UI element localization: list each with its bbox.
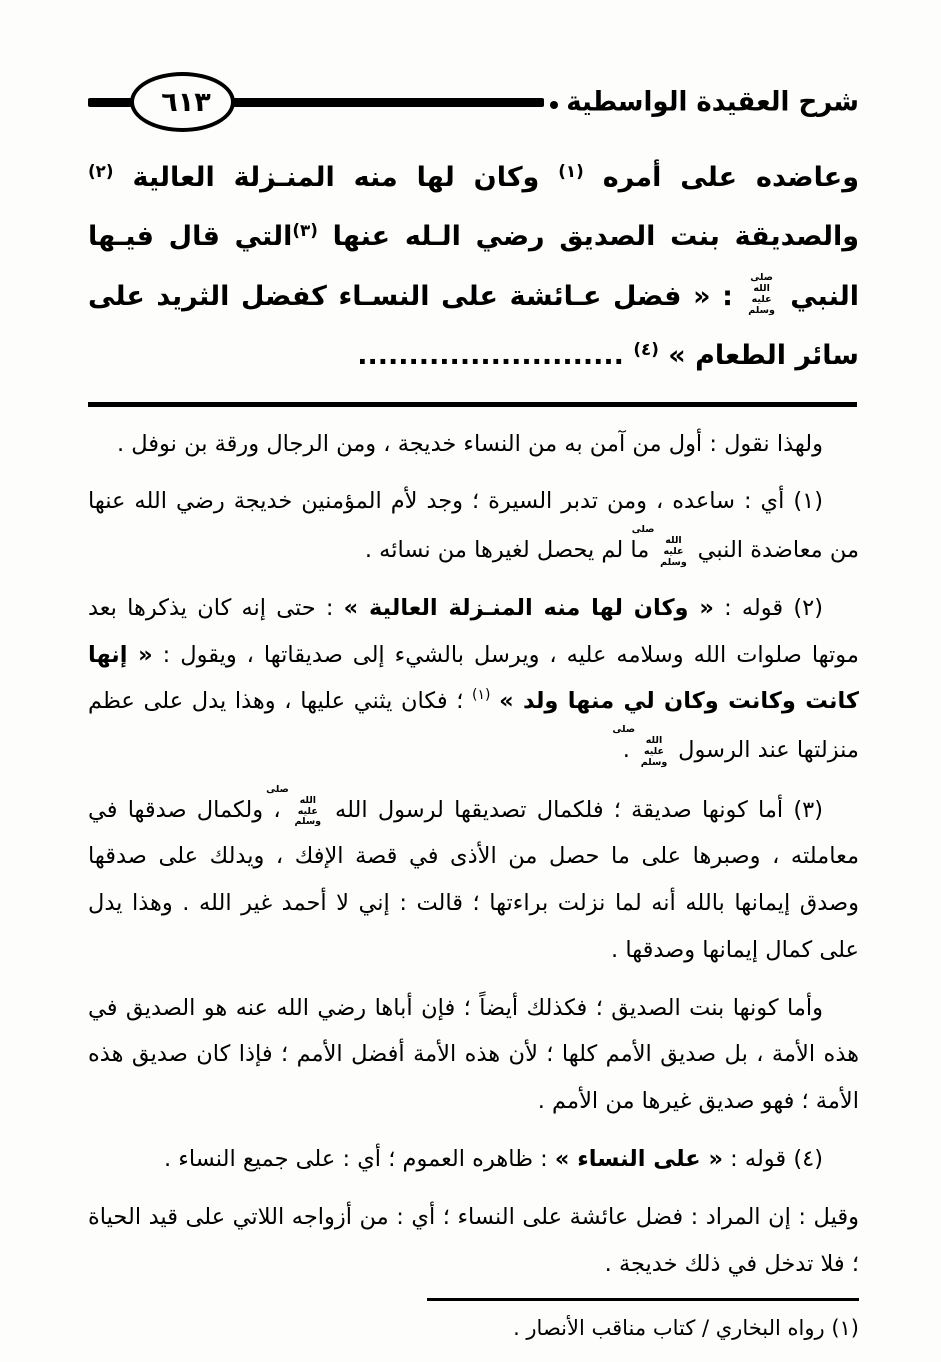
matn-seg: وعاضده على أمره <box>583 162 859 193</box>
commentary-seg: : ظاهره العموم ؛ أي : على جميع النساء . <box>163 1146 555 1173</box>
footnote-text: (١) رواه البخاري / كتاب مناقب الأنصار . <box>513 1316 859 1341</box>
commentary-seg: : حتى إنه كان يذكرها بعد موتها صلوات الله وسلامه عليه ، ويرسل بالشيء إلى صديقاتها ، ويقول : <box>88 594 859 668</box>
page-number-badge <box>130 72 235 132</box>
commentary-paragraph <box>88 585 859 774</box>
header-rule-right <box>233 98 544 107</box>
commentary-seg: ما لم يحصل لغيرها من نسائه . <box>364 536 657 563</box>
footnote-section <box>88 1298 859 1349</box>
matn-seg: والصديقة بنت الصديق رضي الـله عنها <box>317 221 859 253</box>
matn-seg: : « فضل عـائشة على النسـاء كفضل الثريد على سائر الطعام » <box>88 280 859 372</box>
header-rule-left <box>88 98 132 107</box>
commentary-paragraph: وقيل : إن المراد : فضل عائشة على النساء ؛ أي : من أزواجه اللاتي على قيد الحياة ؛ فلا تدخل في ذلك خديجة . <box>88 1203 859 1277</box>
quoted-matn-phrase: « وكان لها منه المنـزلة العالية » <box>343 594 714 621</box>
commentary-paragraph <box>88 785 859 974</box>
commentary-seg: (٣) أما كونها صديقة ؛ فلكمال تصديقها لرسول الله <box>324 796 823 823</box>
book-title: شرح العقيدة الواسطية <box>566 86 859 118</box>
matn-text <box>88 148 859 386</box>
commentary-seg: (١) أي : ساعده ، ومن تدبر السيرة ؛ وجد لأم المؤمنين خديجة رضي الله عنها من معاضدة النبي <box>88 488 859 563</box>
title-dot-ornament <box>550 101 558 109</box>
commentary-seg: . <box>622 736 638 763</box>
footnote-ref-bottom-1: (١) <box>472 687 491 704</box>
commentary-seg: (٢) قوله : <box>713 594 823 621</box>
page-header <box>88 72 859 132</box>
pbuh-honorific-icon: صلى الله عليه وسلم <box>631 524 687 568</box>
commentary-paragraph: ولهذا نقول : أول من آمن به من النساء خديجة ، ومن الرجال ورقة بن نوفل . <box>116 430 823 457</box>
matn-dotted-filler: .......................... <box>357 340 634 372</box>
pbuh-honorific-icon: صلى الله عليه وسلم <box>748 272 775 316</box>
footnote <box>88 1309 859 1349</box>
quoted-matn-phrase: « على النساء » <box>554 1146 723 1173</box>
matn-seg: التي قال فيـها النبي <box>88 221 859 312</box>
commentary-paragraph <box>88 478 859 573</box>
footnote-ref-1: (١) <box>558 161 584 181</box>
footnote-ref-2: (٢) <box>88 161 114 181</box>
commentary-seg: ؛ فكان يثني عليها ، وهذا يدل على عظم منزلتها عند الرسول <box>88 688 859 763</box>
book-title-group <box>544 87 859 117</box>
commentary-seg: ، ولكمال صدقها في معاملته ، وصبرها على ما حصل من الأذى في قصة الإفك ، ويدلك على صدقها وصدق إيمانها بالله أنه لما نزلت براءتها ؛ قالت : إني لا أحمد غير الله . وهذا يدل على كمال إيمانها وصدقها . <box>88 796 859 963</box>
commentary-section <box>88 421 859 1288</box>
footnote-ref-4: (٤) <box>633 339 659 360</box>
pbuh-honorific-icon: صلى الله عليه وسلم <box>266 783 322 828</box>
matn-commentary-divider <box>88 402 857 407</box>
commentary-paragraph: وأما كونها بنت الصديق ؛ فكذلك أيضاً ؛ فإن أباها رضي الله عنه هو الصديق في هذه الأمة ، بل صديق الأمم كلها ؛ لأن هذه الأمة أفضل الأمم ؛ فإذا كان صديق هذه الأمة ؛ فهو صديق غيرها من الأمم . <box>88 994 859 1115</box>
quoted-hadith: « إنها كانت وكانت وكان لي منها ولد » <box>88 641 859 715</box>
commentary-seg: (٤) قوله : <box>723 1146 823 1173</box>
footnote-ref-3: (٣) <box>292 220 318 241</box>
matn-seg: وكان لها منه المنـزلة العالية <box>113 162 559 193</box>
pbuh-honorific-icon: صلى الله عليه وسلم <box>612 724 668 768</box>
page-number: ٦١٣ <box>161 86 211 118</box>
footnote-divider <box>427 1298 859 1301</box>
matn-section <box>88 148 859 386</box>
commentary-paragraph <box>88 1136 859 1183</box>
